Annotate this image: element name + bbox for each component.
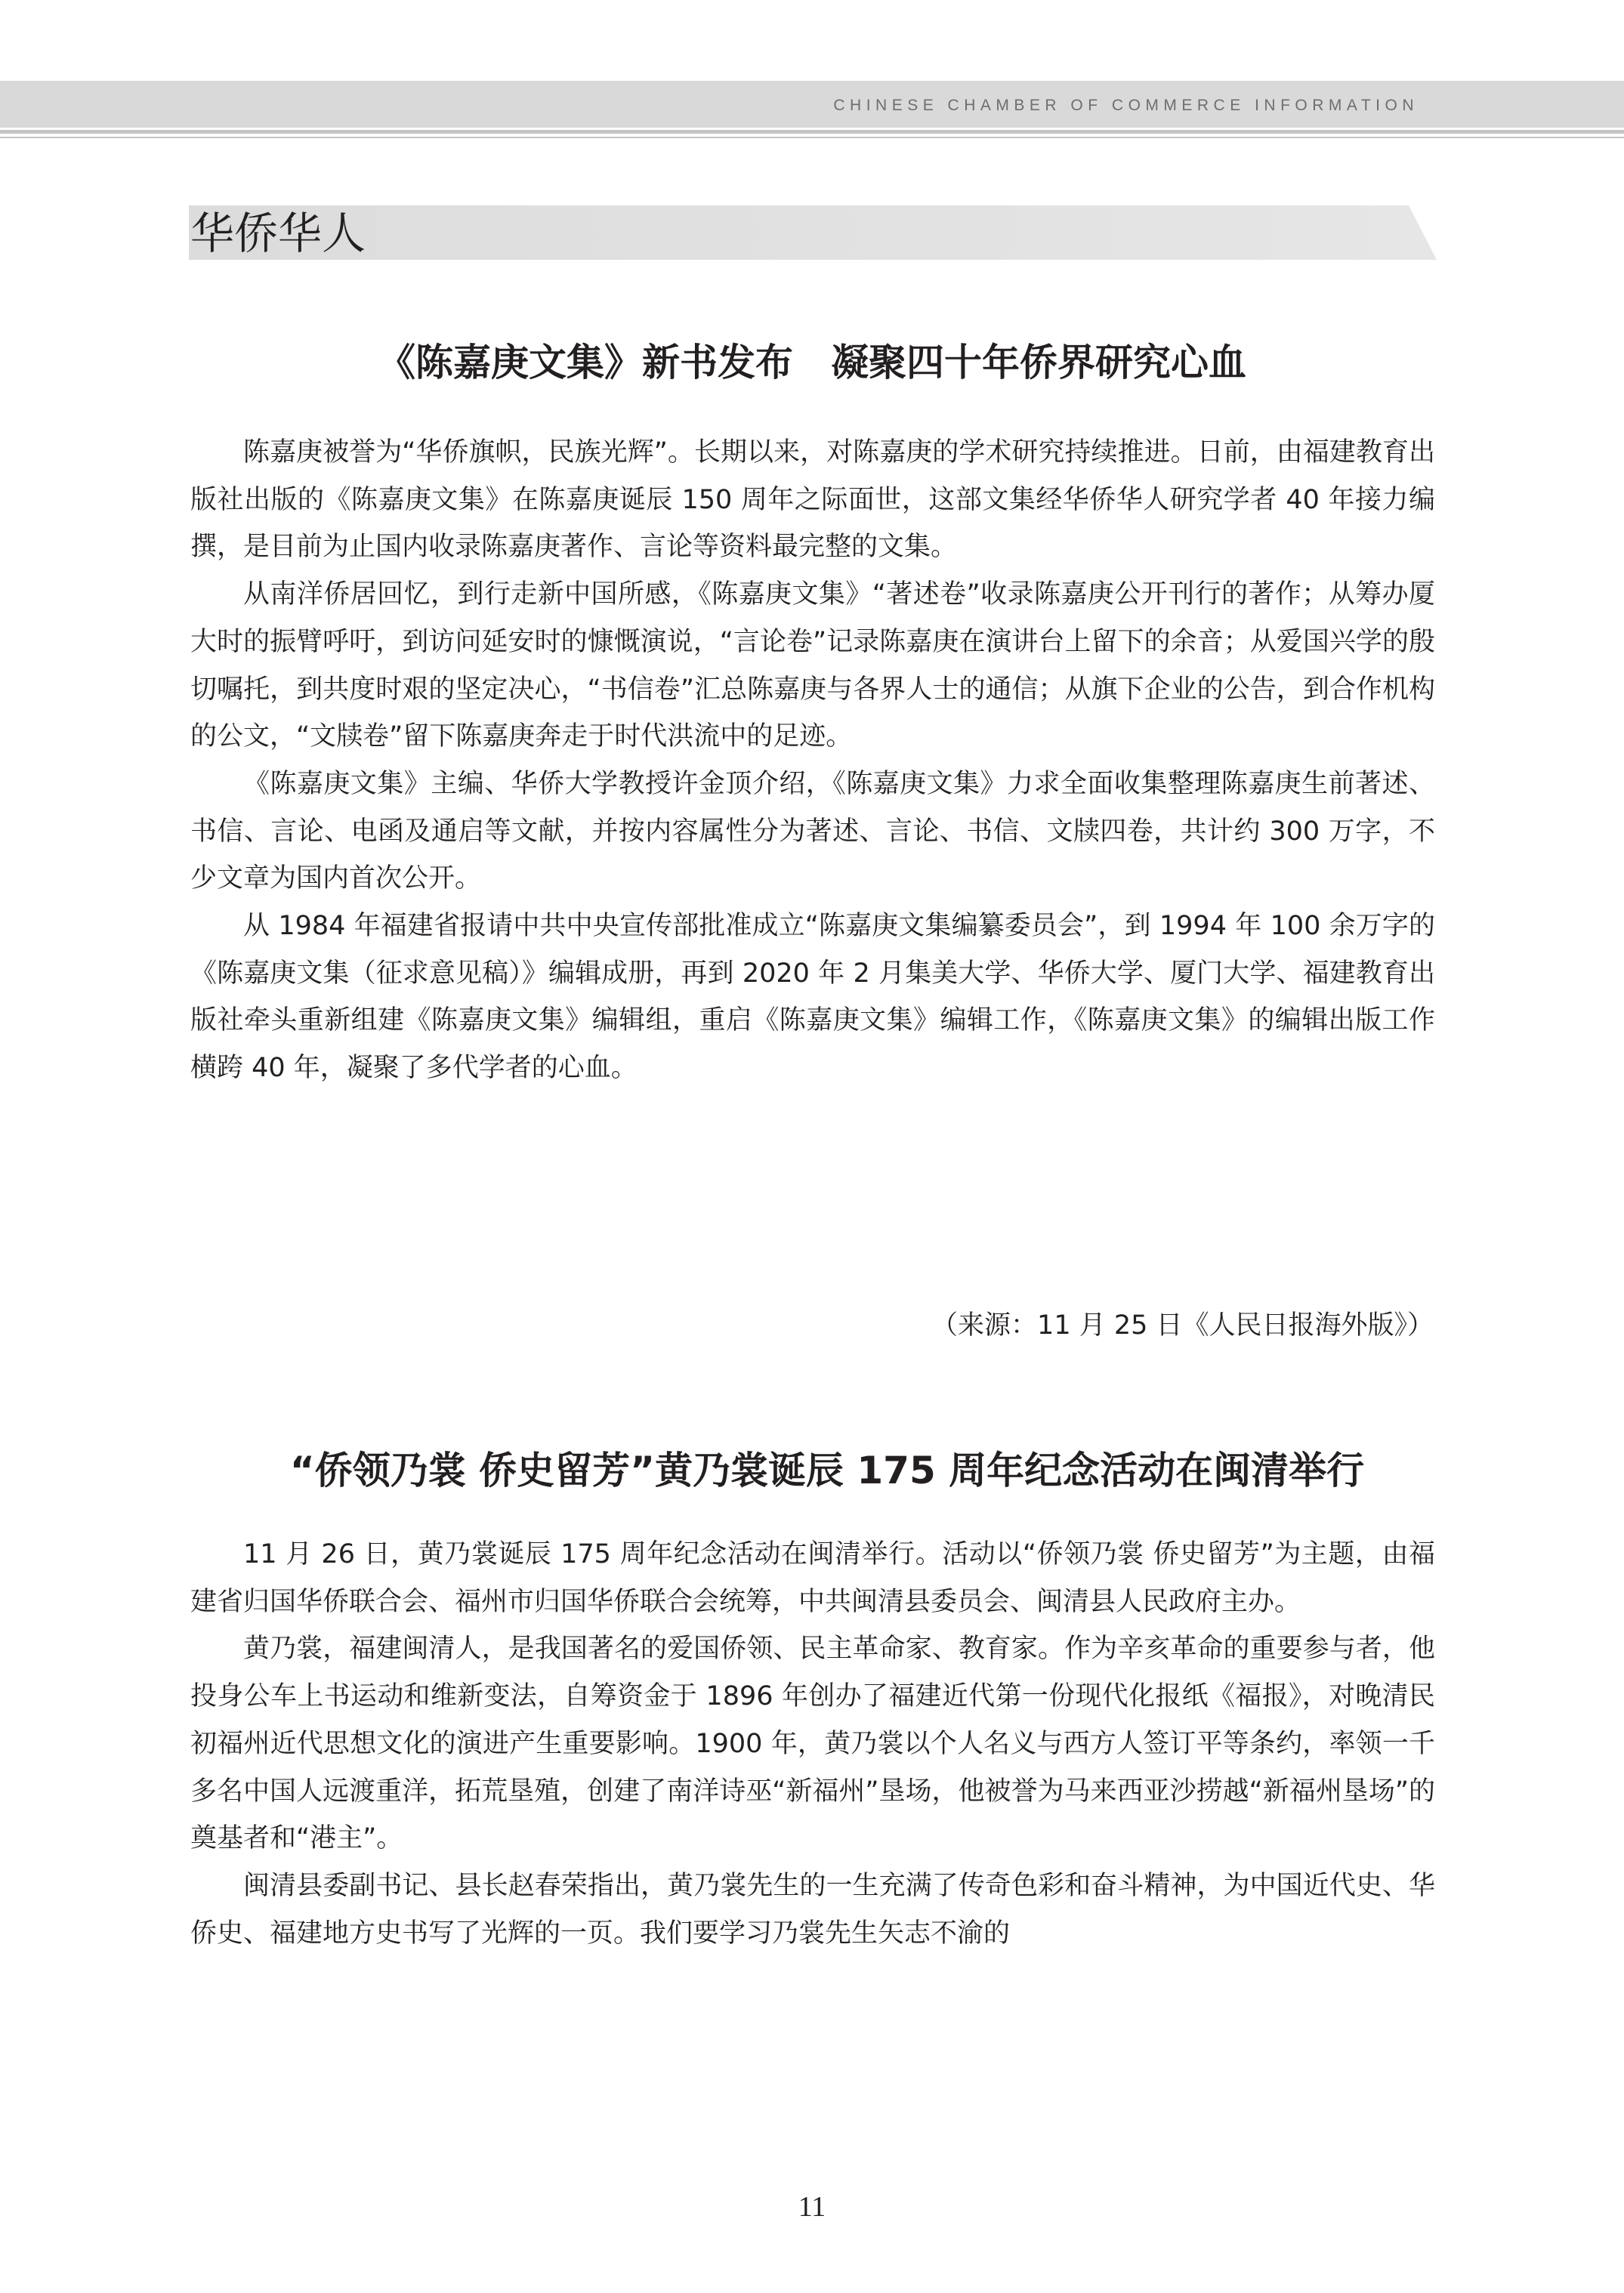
paragraph: 陈嘉庚被誉为“华侨旗帜，民族光辉”。长期以来，对陈嘉庚的学术研究持续推进。日前，由福建教育出版社出版的《陈嘉庚文集》在陈嘉庚诞辰 150 周年之际面世，这部文集经华侨华人研究学者 40 年接力编撰，是目前为止国内收录陈嘉庚著作、言论等资料最完整的文集。 xyxy=(190,437,1435,563)
article-body xyxy=(190,1531,1435,1957)
paragraph: 黄乃裳，福建闽清人，是我国著名的爱国侨领、民主革命家、教育家。作为辛亥革命的重要参与者，他投身公车上书运动和维新变法，自筹资金于 1896 年创办了福建近代第一份现代化报纸《福报》，对晚清民初福州近代思想文化的演进产生重要影响。1900 年，黄乃裳以个人名义与西方人签订平等条约，率领一千多名中国人远渡重洋，拓荒垦殖，创建了南洋诗巫“新福州”垦场，他被誉为马来西亚沙捞越“新福州垦场”的奠基者和“港主”。 xyxy=(190,1634,1435,1854)
article-body xyxy=(190,429,1435,1092)
paragraph: 闽清县委副书记、县长赵春荣指出，黄乃裳先生的一生充满了传奇色彩和奋斗精神，为中国近代史、华侨史、福建地方史书写了光辉的一页。我们要学习乃裳先生矢志不渝的 xyxy=(190,1870,1435,1949)
paragraph: 《陈嘉庚文集》主编、华侨大学教授许金顶介绍，《陈嘉庚文集》力求全面收集整理陈嘉庚生前著述、书信、言论、电函及通启等文献，并按内容属性分为著述、言论、书信、文牍四卷，共计约 300 万字，不少文章为国内首次公开。 xyxy=(190,768,1435,894)
article-source: （来源：11 月 25 日《人民日报海外版》） xyxy=(931,1310,1434,1341)
section-tab xyxy=(189,205,1437,260)
paragraph: 11 月 26 日，黄乃裳诞辰 175 周年纪念活动在闽清举行。活动以“侨领乃裳 侨史留芳”为主题，由福建省归国华侨联合会、福州市归国华侨联合会统筹，中共闽清县委员会、闽清县人民政府主办。 xyxy=(190,1539,1435,1617)
section-title: 华侨华人 xyxy=(190,208,366,259)
paragraph: 从 1984 年福建省报请中共中央宣传部批准成立“陈嘉庚文集编纂委员会”，到 1994 年 100 余万字的《陈嘉庚文集（征求意见稿）》编辑成册，再到 2020 年 2 月集美大学、华侨大学、厦门大学、福建教育出版社牵头重新组建《陈嘉庚文集》编辑组，重启《陈嘉庚文集》编辑工作，《陈嘉庚文集》的编辑出版工作横跨 40 年，凝聚了多代学者的心血。 xyxy=(190,911,1435,1084)
publication-name: CHINESE CHAMBER OF COMMERCE INFORMATION xyxy=(833,97,1419,114)
article-title: “侨领乃裳 侨史留芳”黄乃裳诞辰 175 周年纪念活动在闽清举行 xyxy=(289,1449,1365,1492)
page-number: 11 xyxy=(798,2191,826,2223)
article-title: 《陈嘉庚文集》新书发布 凝聚四十年侨界研究心血 xyxy=(378,341,1246,384)
header-rule xyxy=(0,130,1624,134)
paragraph: 从南洋侨居回忆，到行走新中国所感，《陈嘉庚文集》“著述卷”收录陈嘉庚公开刊行的著作；从筹办厦大时的振臂呼吁，到访问延安时的慷慨演说，“言论卷”记录陈嘉庚在演讲台上留下的余音；从爱国兴学的殷切嘱托，到共度时艰的坚定决心，“书信卷”汇总陈嘉庚与各界人士的通信；从旗下企业的公告，到合作机构的公文，“文牍卷”留下陈嘉庚奔走于时代洪流中的足迹。 xyxy=(190,579,1435,752)
header-rule-thin xyxy=(0,137,1624,138)
